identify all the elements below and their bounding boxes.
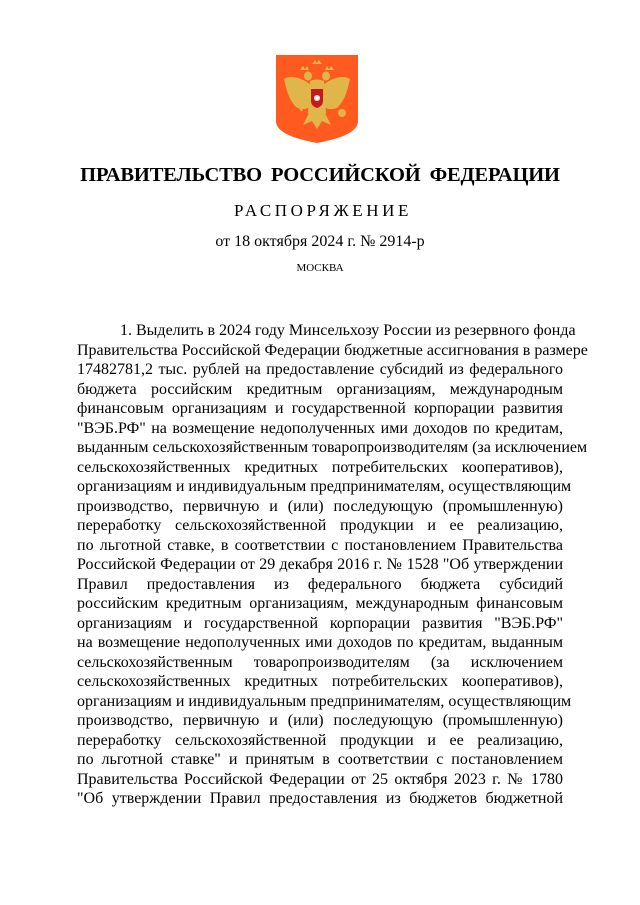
document-body [77,321,588,809]
body-line: по льготной ставке" и принятым в соответствии с постановлением [77,751,563,768]
body-line: финансовым организациям и государственной корпорации развития [77,400,563,417]
body-line: производство, первичную и (или) последующую (промышленную) [77,497,563,515]
body-line: организациям и индивидуальным предпринимателям, осуществляющим [77,692,572,710]
body-line: на возмещение недополученных ими доходов по кредитам, выданным [77,634,563,651]
body-line: по льготной ставке, в соответствии с постановлением Правительства [77,536,563,554]
body-line: Правительства Российской Федерации от 25 октября 2023 г. № 1780 [77,770,563,788]
body-line: сельскохозяйственным товаропроизводителям (за исключением [77,653,563,671]
document-place: МОСКВА [296,262,344,274]
body-line: выданным сельскохозяйственным товаропроизводителям (за исключением [77,439,588,456]
body-line: переработку сельскохозяйственной продукции и ее реализацию, [77,731,563,749]
coat-of-arms-icon [276,55,358,143]
document-type: РАСПОРЯЖЕНИЕ [233,201,413,220]
document-date-number: от 18 октября 2024 г. № 2914-р [215,233,425,250]
government-title: ПРАВИТЕЛЬСТВО РОССИЙСКОЙ ФЕДЕРАЦИИ [80,164,560,186]
body-line: организациям и государственной корпорации развития "ВЭБ.РФ" [77,614,563,632]
body-line: 17482781,2 тыс. рублей на предоставление субсидий из федерального [77,361,563,378]
body-line: бюджета российским кредитным организациям, международным [77,380,563,398]
body-line: производство, первичную и (или) последующую (промышленную) [77,712,563,729]
body-line: Российской Федерации от 29 декабря 2016 г. № 1528 "Об утверждении [77,556,563,573]
body-line: российским кредитным организациям, международным финансовым [77,595,563,612]
body-line: Правительства Российской Федерации бюджетные ассигнования в размере [77,341,588,359]
body-line: сельскохозяйственных кредитных потребительских кооперативов), [77,458,563,476]
body-line: сельскохозяйственных кредитных потребительских кооперативов), [77,673,563,690]
body-line: "ВЭБ.РФ" на возмещение недополученных ими доходов по кредитам, [77,419,563,437]
body-line: переработку сельскохозяйственной продукции и ее реализацию, [77,517,563,534]
body-line: организациям и индивидуальным предпринимателям, осуществляющим [77,478,572,495]
body-line: Правил предоставления из федерального бюджета субсидий [77,575,563,593]
body-line: 1. Выделить в 2024 году Минсельхозу России из резервного фонда [120,322,576,339]
body-line: "Об утверждении Правил предоставления из бюджетов бюджетной [77,790,563,807]
